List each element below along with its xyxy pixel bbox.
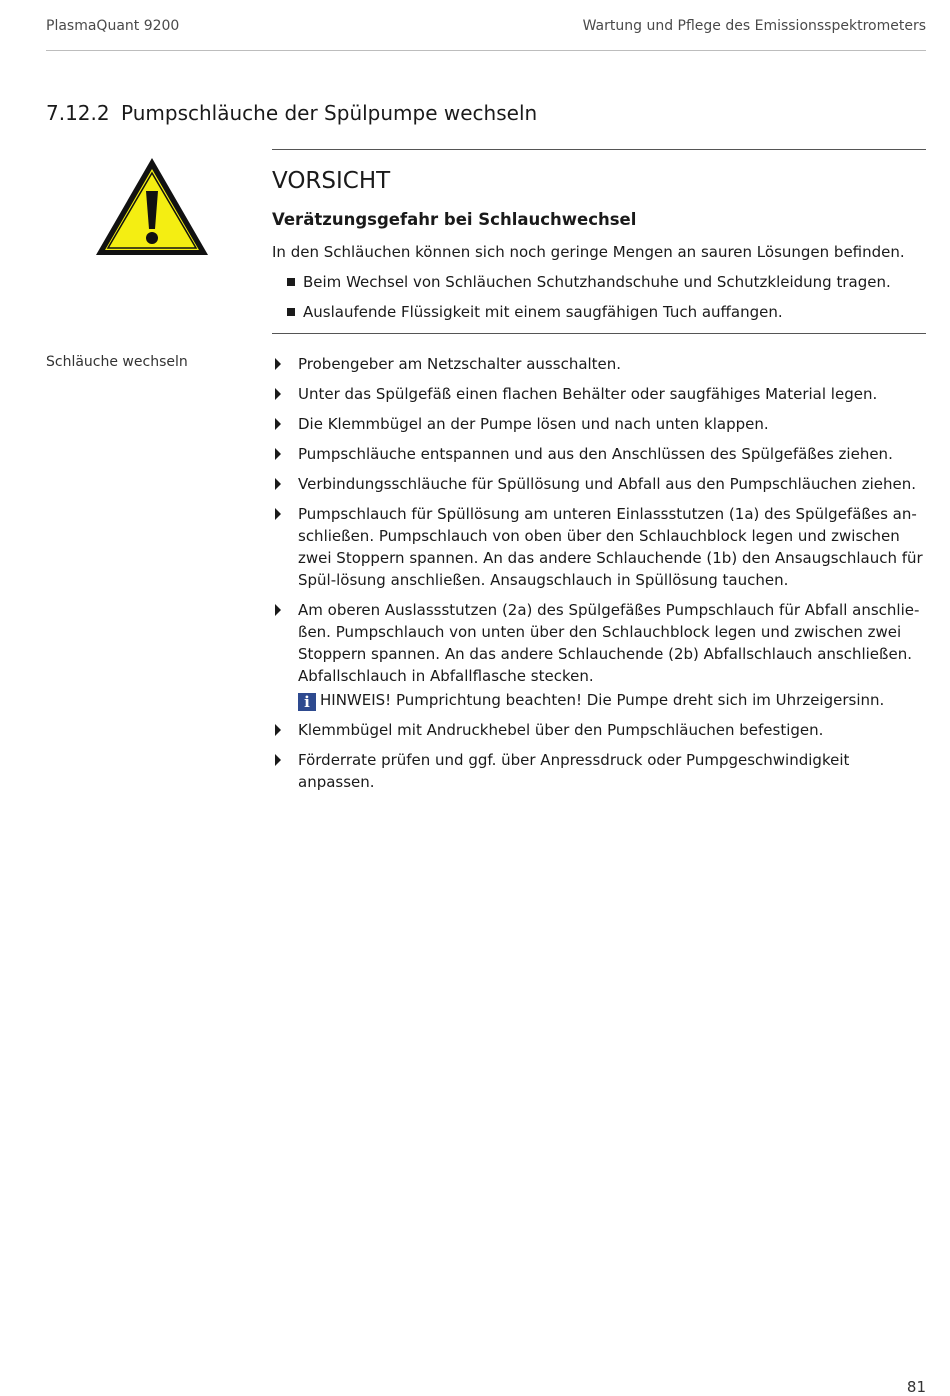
list-item: Pumpschlauch für Spüllösung am unteren Einlassstutzen (1a) des Spülgefäßes an-schließen. Pumpschlauch von oben über den Schlauchblock legen und zwischen zwei Stoppern spannen. An das andere Schlauchende (1b) den Ansaugschlauch für Spül-lösung anschließen. Ansaugschlauch in Spüllösung tauchen. [272, 503, 928, 591]
procedure-steps [272, 353, 928, 801]
step-arrow-icon [275, 478, 281, 490]
list-item: Die Klemmbügel an der Pumpe lösen und nach unten klappen. [272, 413, 928, 435]
warning-triangle-icon [93, 155, 211, 258]
warning-subtitle: Verätzungsgefahr bei Schlauchwechsel [272, 210, 637, 229]
info-icon: i [298, 693, 316, 711]
step-arrow-icon [275, 448, 281, 460]
step-arrow-icon [275, 754, 281, 766]
step-arrow-icon [275, 358, 281, 370]
section-number: 7.12.2 [46, 101, 110, 125]
step-arrow-icon [275, 388, 281, 400]
list-item: Am oberen Auslassstutzen (2a) des Spülgefäßes Pumpschlauch für Abfall anschlie-ßen. Pumpschlauch von unten über den Schlauchblock legen und zwischen zwei Stoppern spannen. An das andere Schlauchende (2b) Abfallschlauch anschließen. Abfallschlauch in Abfallflasche stecken. i HINWEIS! Pumprichtung beachten! Die Pumpe dreht sich im Uhrzeigersinn. [272, 599, 928, 711]
list-item: Klemmbügel mit Andruckhebel über den Pumpschläuchen befestigen. [272, 719, 928, 741]
list-item: Unter das Spülgefäß einen flachen Behälter oder saugfähiges Material legen. [272, 383, 928, 405]
step-arrow-icon [275, 508, 281, 520]
warning-box [272, 149, 926, 334]
warning-text: In den Schläuchen können sich noch geringe Mengen an sauren Lösungen befinden. [272, 243, 905, 261]
header-chapter: Wartung und Pflege des Emissionsspektrometers [582, 18, 926, 34]
procedure-label: Schläuche wechseln [46, 354, 188, 370]
section-heading [46, 101, 537, 125]
warning-title: VORSICHT [272, 168, 391, 194]
section-title: Pumpschläuche der Spülpumpe wechseln [121, 101, 538, 125]
header-product: PlasmaQuant 9200 [46, 18, 180, 34]
note-text: HINWEIS! Pumprichtung beachten! Die Pumpe dreht sich im Uhrzeigersinn. [320, 691, 885, 709]
list-item: Beim Wechsel von Schläuchen Schutzhandschuhe und Schutzkleidung tragen. [287, 272, 891, 302]
square-bullet-icon [287, 278, 295, 286]
step-arrow-icon [275, 604, 281, 616]
list-item: Pumpschläuche entspannen und aus den Anschlüssen des Spülgefäßes ziehen. [272, 443, 928, 465]
list-item: Probengeber am Netzschalter ausschalten. [272, 353, 928, 375]
step-arrow-icon [275, 724, 281, 736]
list-item: Förderrate prüfen und ggf. über Anpressdruck oder Pumpgeschwindigkeit anpassen. [272, 749, 928, 793]
warning-bullets [287, 272, 891, 332]
step-arrow-icon [275, 418, 281, 430]
note [298, 689, 928, 711]
page-number: 81 [906, 1378, 926, 1396]
square-bullet-icon [287, 308, 295, 316]
list-item: Auslaufende Flüssigkeit mit einem saugfähigen Tuch auffangen. [287, 302, 891, 332]
list-item: Verbindungsschläuche für Spüllösung und Abfall aus den Pumpschläuchen ziehen. [272, 473, 928, 495]
page-header [46, 16, 926, 51]
